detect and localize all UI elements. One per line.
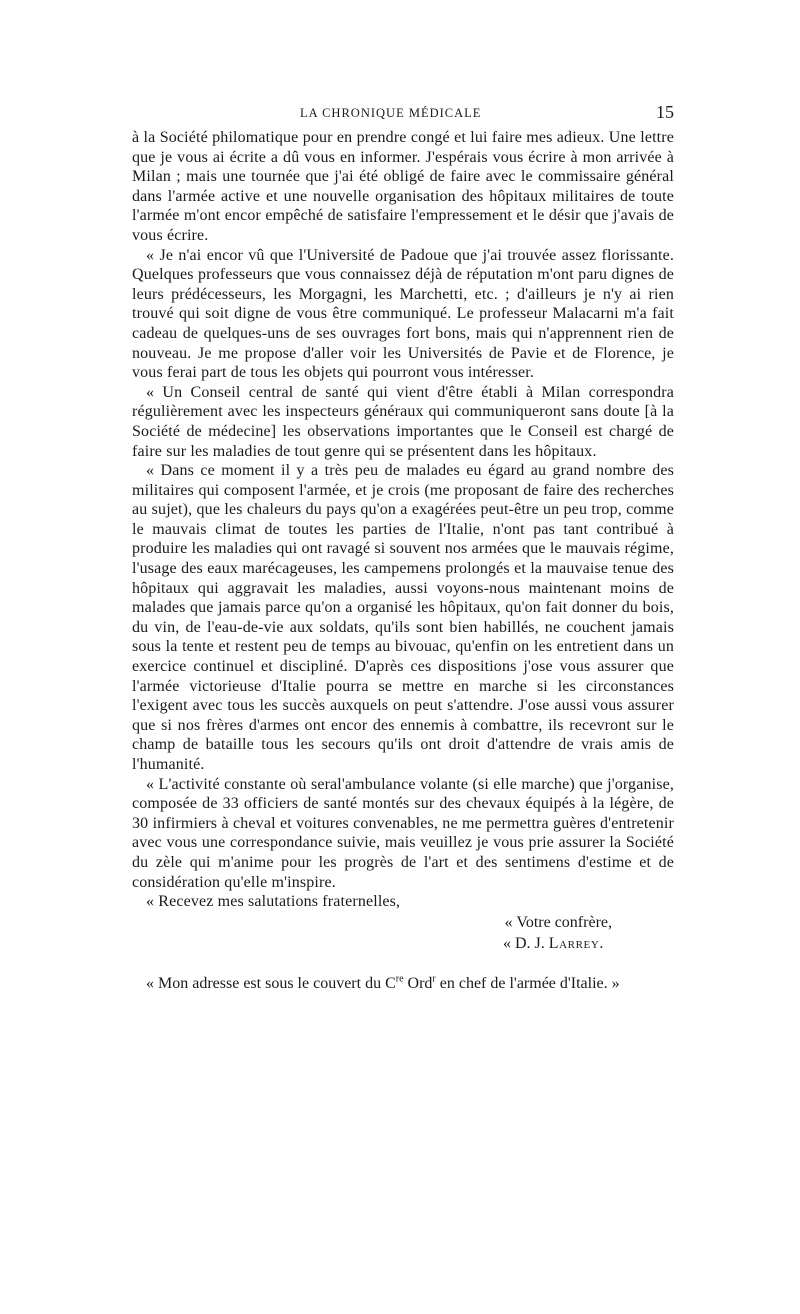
postscript-text [132,973,674,994]
superscript: r [432,973,436,985]
postscript [132,973,674,994]
signature-block [132,912,674,954]
postscript-part: Ord [403,974,433,992]
postscript-part: « Mon adresse est sous le couvert du C [146,974,396,992]
paragraph: « Recevez mes salutations fraternelles, [146,893,401,911]
paragraph: « Je n'ai encor vû que l'Université de Padoue que j'ai trouvée assez florissante. Quelques professeurs que vous connaissez déjà de réputation m'ont paru dignes de leurs prédécesseurs, les Morgagni, les Marchetti, etc. ; d'ailleurs je n'y ai rien trouvé qui soit digne de vous être communiqué. Le professeur Malacarni m'a fait cadeau de quelques-uns de ses ouvrages fort bons, mais qui n'apprennent rien de nouveau. Je me propose d'aller voir les Universités de Pavie et de Florence, je vous ferai part de tous les objets qui pourront vous intéresser. [132,246,674,382]
signature-name-line [132,933,674,954]
paragraph: à la Société philomatique pour en prendre congé et lui faire mes adieux. Une lettre que je vous ai écrite a dû vous en informer. J'espérais vous écrire à mon arrivée à Milan ; mais une tournée que j'ai été obligé de faire avec le commissaire général dans l'armée active et une nouvelle organisation des hôpitaux militaires de toute l'armée m'ont encor empêché de satisfaire l'empressement et le désir que j'avais de vous écrire. [132,129,674,244]
page-number: 15 [656,102,674,122]
signature-prefix: « D. J. [502,934,549,952]
paragraph: « L'activité constante où seral'ambulance volante (si elle marche) que j'organise, composée de 33 officiers de santé montés sur des chevaux équipés à la légère, de 30 infirmiers à cheval et voitures convenables, ne me permettra guères d'entretenir avec vous une correspondance suivie, mais veuillez je vous prie assurer la Société du zèle qui m'anime pour les progrès de l'art et des sentimens d'estime et de considération qu'elle m'inspire. [132,775,674,891]
page [132,102,674,994]
running-head-title: LA CHRONIQUE MÉDICALE [300,106,482,120]
postscript-part: en chef de l'armée d'Italie. » [435,974,620,992]
signature-closing: « Votre confrère, [504,913,612,931]
letter-body [132,128,674,912]
running-header [132,102,674,124]
signature-name: Larrey. [548,934,604,952]
superscript: re [395,973,404,985]
paragraph: « Un Conseil central de santé qui vient d'être établi à Milan correspondra régulièrement avec les inspecteurs généraux qui communiqueront sans doute [à la Société de médecine] les observations importantes que le Conseil est chargé de faire sur les maladies de tout genre qui se présentent dans les hôpitaux. [132,383,674,460]
paragraph: « Dans ce moment il y a très peu de malades eu égard au grand nombre des militaires qui composent l'armée, et je crois (me proposant de faire des recherches au sujet), que les chaleurs du pays qu'on a exagérées peut-être un peu trop, comme le mauvais climat de toutes les parties de l'Italie, n'ont pas tant contribué à produire les maladies qui ont ravagé si souvent nos armées que le mauvais régime, l'usage des eaux marécageuses, les campemens prolongés et la mauvaise tenue des hôpitaux qui aggravait les maladies, aussi voyons-nous maintenant moins de malades que jamais parce qu'on a organisé les hôpitaux, qu'on fait donner du bois, du vin, de l'eau-de-vie aux soldats, qu'ils sont bien habillés, ne couchent jamais sous la tente et restent peu de temps au bivouac, qu'enfin on les entretient dans un exercice continuel et discipliné. D'après ces dispositions j'ose vous assurer que l'armée victorieuse d'Italie pourra se mettre en marche si les circonstances l'exigent avec tous les succès auxquels on peut s'attendre. J'ose aussi vous assurer que si nos frères d'armes ont encor des ennemis à combattre, ils recevront sur le champ de bataille tous les secours qu'ils ont droit d'attendre de vrais amis de l'humanité. [132,462,674,773]
